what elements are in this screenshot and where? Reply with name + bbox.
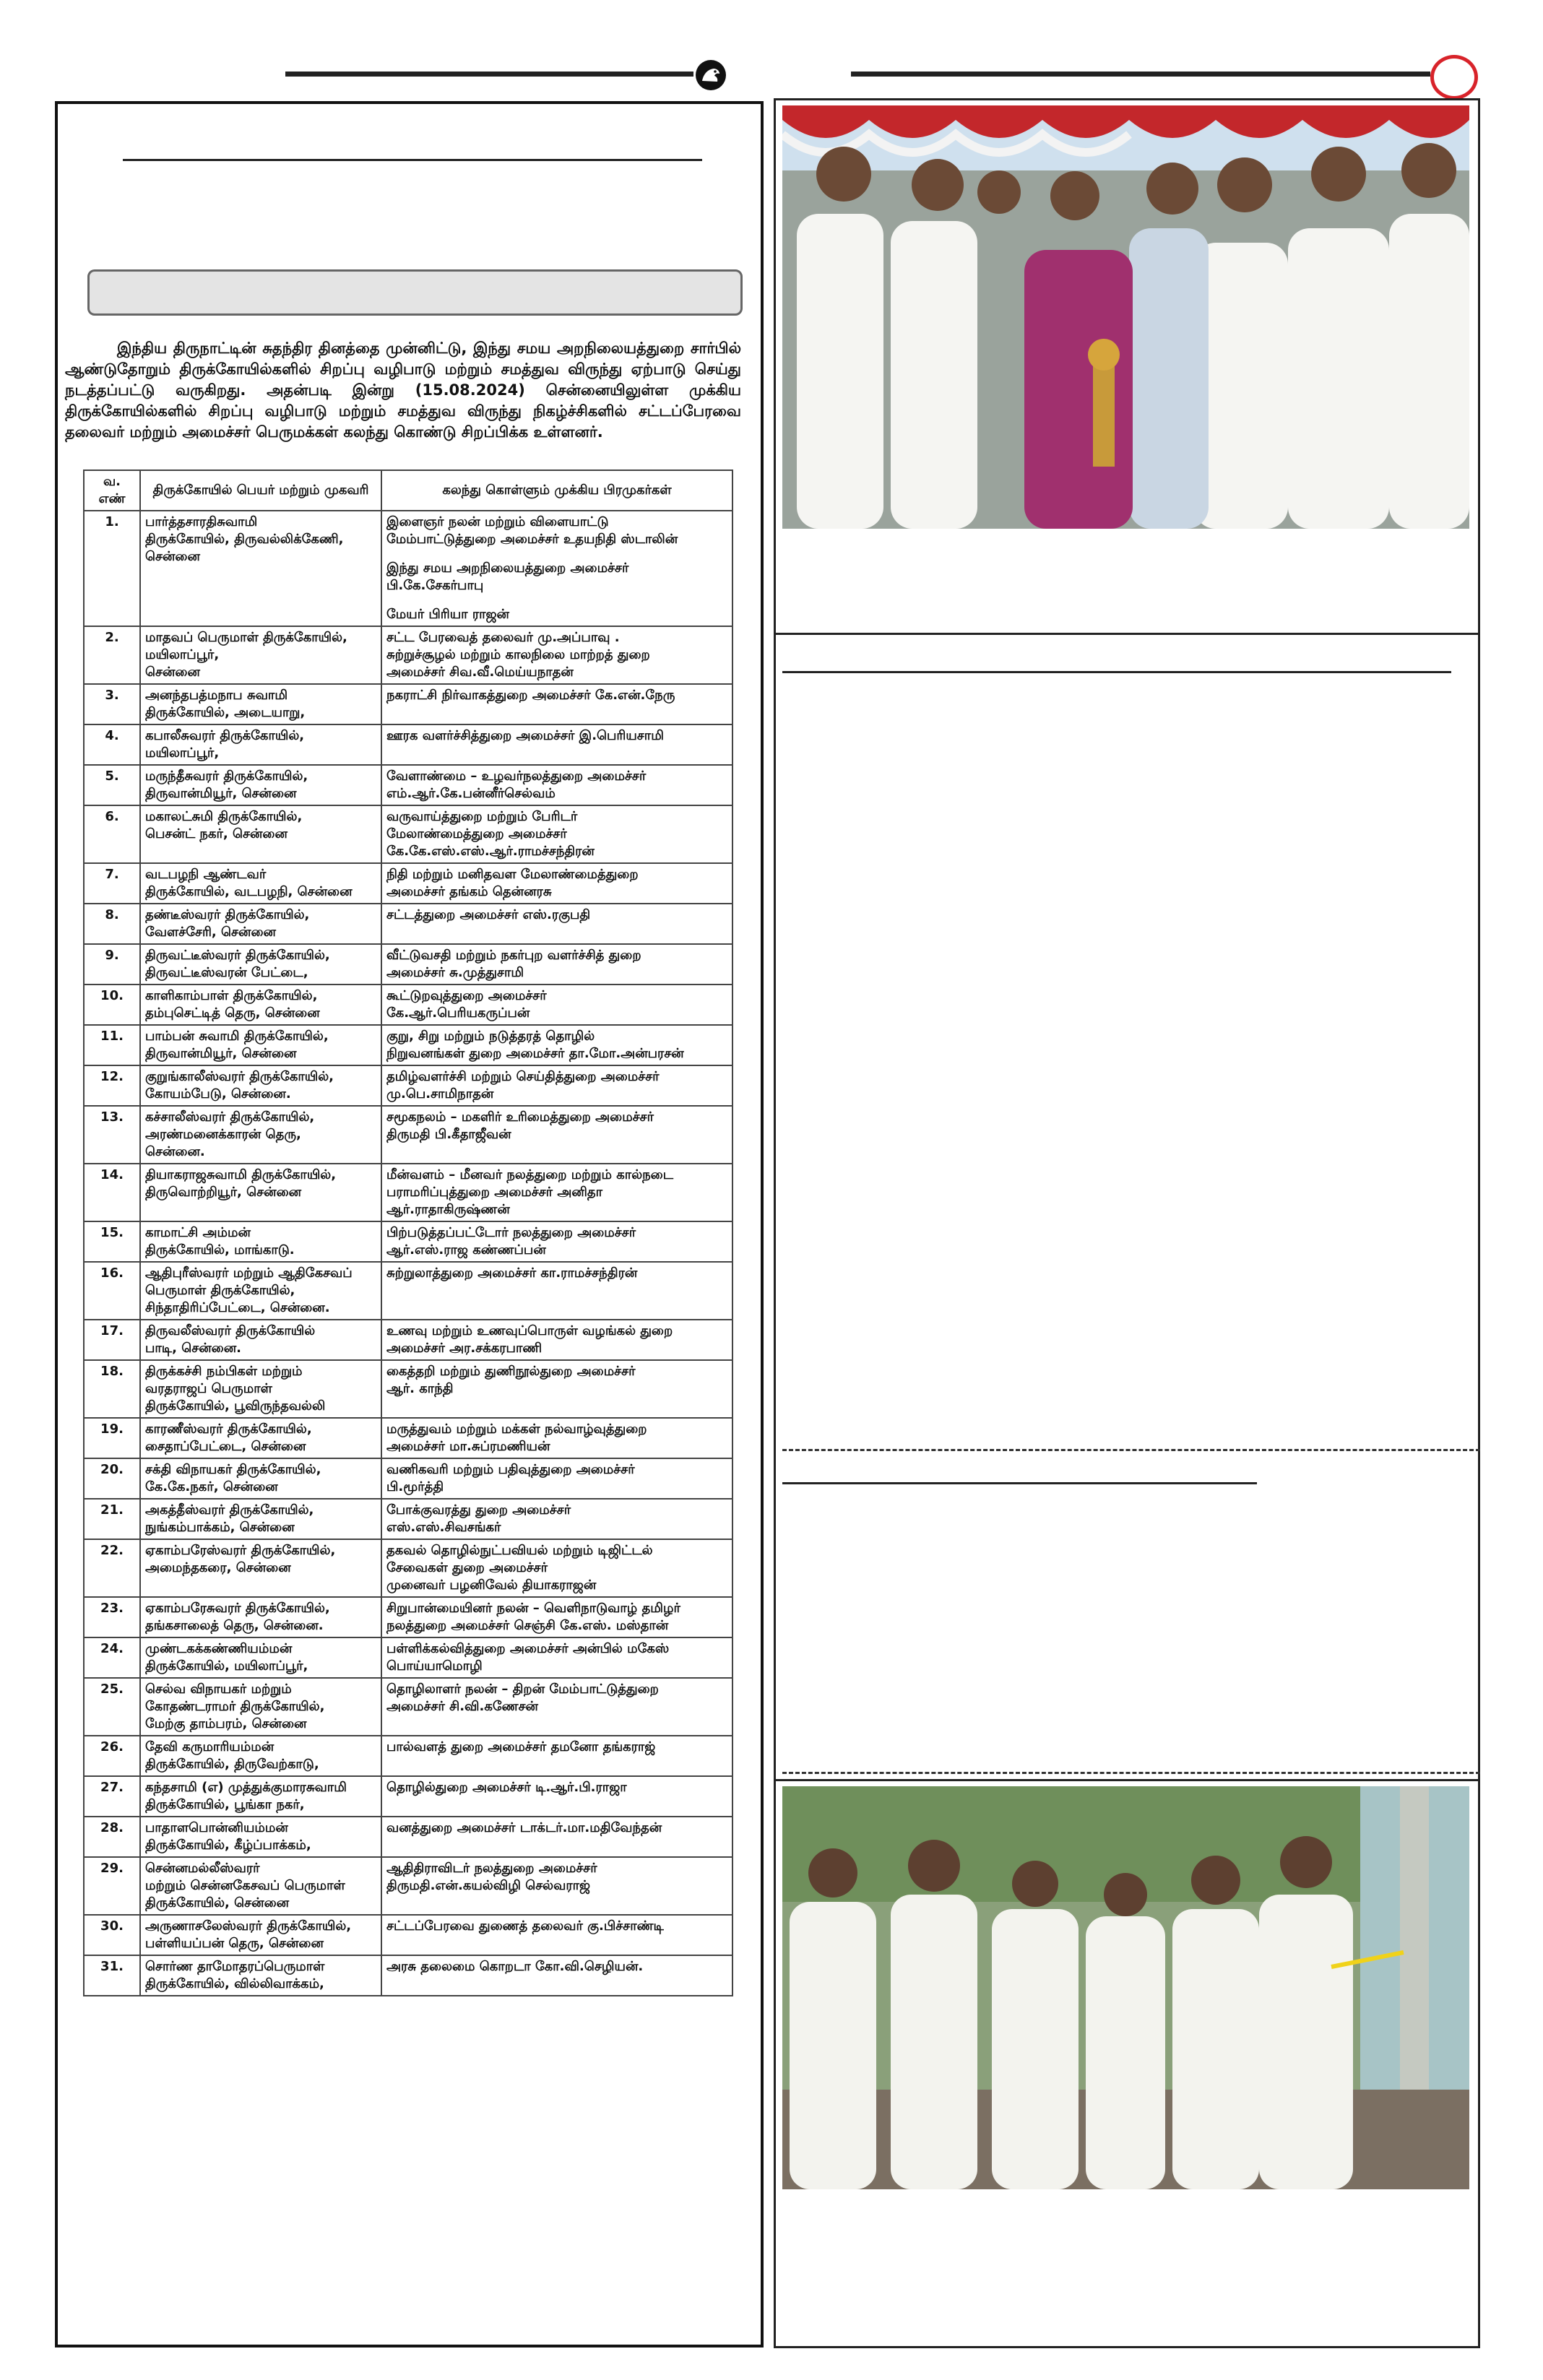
temple-cell bbox=[140, 1320, 381, 1360]
temple-line: மருந்தீசுவரர் திருக்கோயில், bbox=[145, 769, 308, 784]
temple-line: திருக்கோயில், பூவிருந்தவல்லி bbox=[145, 1398, 326, 1414]
dignitary-line: அமைச்சர் அர.சக்கரபாணி bbox=[386, 1341, 543, 1356]
dignitary-line: திருமதி பி.கீதாஜீவன் bbox=[386, 1127, 511, 1142]
table-row bbox=[84, 626, 732, 684]
temple-line: மேற்கு தாம்பரம், சென்னை bbox=[145, 1716, 307, 1731]
temple-cell bbox=[140, 1499, 381, 1539]
temple-cell bbox=[140, 1360, 381, 1418]
temple-line: காரணீஸ்வரர் திருக்கோயில், bbox=[145, 1421, 312, 1437]
table-row bbox=[84, 1678, 732, 1736]
row-number: 14. bbox=[84, 1164, 140, 1221]
dashed-separator-1 bbox=[782, 1449, 1480, 1451]
row-number: 27. bbox=[84, 1776, 140, 1817]
dignitaries-cell bbox=[381, 684, 732, 724]
temple-cell bbox=[140, 1458, 381, 1499]
row-number: 4. bbox=[84, 724, 140, 765]
table-row bbox=[84, 1221, 732, 1262]
temple-line: பெசன்ட் நகர், சென்னை bbox=[145, 826, 288, 841]
dignitary-line: உணவு மற்றும் உணவுப்பொருள் வழங்கல் துறை bbox=[386, 1323, 673, 1338]
temple-line: தியாகராஜசுவாமி திருக்கோயில், bbox=[145, 1167, 337, 1182]
temple-line: செல்வ விநாயகர் மற்றும் bbox=[145, 1682, 292, 1697]
table-row bbox=[84, 1164, 732, 1221]
dignitary-line: எஸ்.எஸ்.சிவசங்கர் bbox=[386, 1520, 501, 1535]
dignitary-line: வருவாய்த்துறை மற்றும் பேரிடர் bbox=[386, 809, 578, 824]
dignitaries-cell bbox=[381, 1817, 732, 1857]
dignitary-line: மு.பெ.சாமிநாதன் bbox=[386, 1086, 494, 1102]
temple-line: திருக்கோயில், திருவேற்காடு, bbox=[145, 1757, 319, 1772]
temple-line: வடபழநி ஆண்டவர் bbox=[145, 867, 267, 882]
dignitaries-cell bbox=[381, 1637, 732, 1678]
temple-cell bbox=[140, 1955, 381, 1996]
dignitary-line: போக்குவரத்து துறை அமைச்சர் bbox=[386, 1502, 571, 1518]
row-number: 12. bbox=[84, 1065, 140, 1106]
dignitary-line: பிற்படுத்தப்பட்டோர் நலத்துறை அமைச்சர் bbox=[386, 1225, 636, 1240]
dignitary-line: சுற்றுலாத்துறை அமைச்சர் கா.ராமச்சந்திரன் bbox=[386, 1265, 638, 1281]
temple-cell bbox=[140, 985, 381, 1025]
header-rule-right bbox=[851, 72, 1430, 77]
temple-line: பாதாளபொன்னியம்மன் bbox=[145, 1820, 288, 1835]
temple-line: குறுங்காலீஸ்வரர் திருக்கோயில், bbox=[145, 1069, 334, 1084]
dignitaries-cell bbox=[381, 1857, 732, 1915]
dignitaries-cell bbox=[381, 724, 732, 765]
row-number: 3. bbox=[84, 684, 140, 724]
row-number: 24. bbox=[84, 1637, 140, 1678]
dignitary-line: மேலாண்மைத்துறை அமைச்சர் bbox=[386, 826, 567, 841]
dignitary-line: பி.கே.சேகர்பாபு bbox=[386, 578, 484, 593]
table-row bbox=[84, 1817, 732, 1857]
row-number: 23. bbox=[84, 1597, 140, 1637]
dignitary-line: பால்வளத் துறை அமைச்சர் தமனோ தங்கராஜ் bbox=[386, 1739, 656, 1754]
temple-line: சக்தி விநாயகர் திருக்கோயில், bbox=[145, 1462, 321, 1477]
temple-line: திருக்கோயில், கீழ்ப்பாக்கம், bbox=[145, 1838, 311, 1853]
table-row bbox=[84, 1262, 732, 1320]
dignitary-line: இளைஞர் நலன் மற்றும் விளையாட்டு bbox=[386, 514, 609, 529]
temple-line: மற்றும் சென்னகேசவப் பெருமாள் bbox=[145, 1878, 345, 1893]
dignitary-line: பி.மூர்த்தி bbox=[386, 1479, 444, 1494]
table-row bbox=[84, 1065, 732, 1106]
dignitaries-cell bbox=[381, 1221, 732, 1262]
dignitary-line: சட்டப்பேரவை துணைத் தலைவர் கு.பிச்சாண்டி bbox=[386, 1918, 664, 1934]
table-row bbox=[84, 1360, 732, 1418]
dignitaries-cell bbox=[381, 1458, 732, 1499]
dignitary-line: நலத்துறை அமைச்சர் செஞ்சி கே.எஸ். மஸ்தான் bbox=[386, 1618, 669, 1633]
temple-line: தண்டீஸ்வரர் திருக்கோயில், bbox=[145, 907, 310, 922]
page-number-badge bbox=[1430, 55, 1478, 100]
temple-cell bbox=[140, 1817, 381, 1857]
dignitaries-cell bbox=[381, 1360, 732, 1418]
temple-cell bbox=[140, 1025, 381, 1065]
table-row bbox=[84, 1418, 732, 1458]
dignitary-line: சமூகநலம் – மகளிர் உரிமைத்துறை அமைச்சர் bbox=[386, 1109, 654, 1125]
temple-line: அனந்தபத்மநாப சுவாமி bbox=[145, 688, 288, 703]
dignitaries-cell bbox=[381, 1262, 732, 1320]
dignitary-line: தொழில்துறை அமைச்சர் டி.ஆர்.பி.ராஜா bbox=[386, 1780, 627, 1795]
dignitary-line: மேயர் பிரியா ராஜன் bbox=[386, 607, 510, 622]
dignitaries-cell bbox=[381, 626, 732, 684]
temple-line: திருக்கோயில், சென்னை bbox=[145, 1895, 290, 1911]
row-number: 7. bbox=[84, 863, 140, 904]
temple-cell bbox=[140, 1736, 381, 1776]
dignitaries-cell bbox=[381, 1320, 732, 1360]
dignitary-line: வேளாண்மை – உழவர்நலத்துறை அமைச்சர் bbox=[386, 769, 647, 784]
dignitary-line: அமைச்சர் தங்கம் தென்னரசு bbox=[386, 884, 552, 899]
row-number: 9. bbox=[84, 944, 140, 985]
row-number: 10. bbox=[84, 985, 140, 1025]
table-row bbox=[84, 1106, 732, 1164]
dignitary-line: எம்.ஆர்.கே.பன்னீர்செல்வம் bbox=[386, 786, 556, 801]
row-number: 8. bbox=[84, 904, 140, 944]
temple-line: திருக்கோயில், பூங்கா நகர், bbox=[145, 1797, 305, 1812]
dignitaries-cell bbox=[381, 1678, 732, 1736]
temple-line: நுங்கம்பாக்கம், சென்னை bbox=[145, 1520, 295, 1535]
table-row bbox=[84, 1539, 732, 1597]
row-number: 29. bbox=[84, 1857, 140, 1915]
dignitary-line: கே.ஆர்.பெரியகருப்பன் bbox=[386, 1005, 530, 1021]
temple-cell bbox=[140, 904, 381, 944]
temple-line: தங்கசாலைத் தெரு, சென்னை. bbox=[145, 1618, 324, 1633]
row-number: 28. bbox=[84, 1817, 140, 1857]
dignitary-line: ஊரக வளர்ச்சித்துறை அமைச்சர் இ.பெரியசாமி bbox=[386, 728, 664, 743]
row-number: 2. bbox=[84, 626, 140, 684]
temple-line: சைதாப்பேட்டை, சென்னை bbox=[145, 1439, 306, 1454]
dignitary-line: சட்டத்துறை அமைச்சர் எஸ்.ரகுபதி bbox=[386, 907, 591, 922]
temple-line: பாம்பன் சுவாமி திருக்கோயில், bbox=[145, 1029, 329, 1044]
table-row bbox=[84, 765, 732, 805]
temple-line: ஆதிபுரீஸ்வரர் மற்றும் ஆதிகேசவப் bbox=[145, 1265, 353, 1281]
table-row bbox=[84, 1597, 732, 1637]
temple-line: சென்னமல்லீஸ்வரர் bbox=[145, 1861, 260, 1876]
temple-line: கோதண்டராமர் திருக்கோயில், bbox=[145, 1699, 325, 1714]
row-number: 16. bbox=[84, 1262, 140, 1320]
dignitaries-cell bbox=[381, 1776, 732, 1817]
dignitaries-cell bbox=[381, 1539, 732, 1597]
temple-line: பெருமாள் திருக்கோயில், bbox=[145, 1283, 295, 1298]
right-column-frame bbox=[774, 635, 1480, 1779]
dignitary-line: அமைச்சர் சிவ.வீ.மெய்யநாதன் bbox=[386, 665, 574, 680]
temple-line: திருக்கச்சி நம்பிகள் மற்றும் bbox=[145, 1364, 303, 1379]
dignitary-line: ஆதிதிராவிடர் நலத்துறை அமைச்சர் bbox=[386, 1861, 597, 1876]
lamp-lighting-photo bbox=[782, 105, 1469, 529]
temple-line: முண்டகக்கண்ணியம்மன் bbox=[145, 1641, 293, 1656]
dignitaries-cell bbox=[381, 511, 732, 626]
temple-line: சென்னை bbox=[145, 665, 200, 680]
temple-cell bbox=[140, 1637, 381, 1678]
table-row bbox=[84, 1025, 732, 1065]
row-number: 5. bbox=[84, 765, 140, 805]
table-row bbox=[84, 1776, 732, 1817]
dignitaries-cell bbox=[381, 1164, 732, 1221]
dignitaries-cell bbox=[381, 1106, 732, 1164]
temple-line: அரண்மனைக்காரன் தெரு, bbox=[145, 1127, 301, 1142]
temple-cell bbox=[140, 1915, 381, 1955]
row-number: 22. bbox=[84, 1539, 140, 1597]
temple-line: கே.கே.நகர், சென்னை bbox=[145, 1479, 278, 1494]
dignitary-line: சிறுபான்மையினர் நலன் – வெளிநாடுவாழ் தமிழர் bbox=[386, 1601, 680, 1616]
temple-line: ஏகாம்பரேஸ்வரர் திருக்கோயில், bbox=[145, 1543, 336, 1558]
row-number: 13. bbox=[84, 1106, 140, 1164]
temple-line: பாடி, சென்னை. bbox=[145, 1341, 241, 1356]
dignitary-line: ஆர்.எஸ்.ராஜ கண்ணப்பன் bbox=[386, 1242, 546, 1258]
temple-line: கந்தசாமி (எ) முத்துக்குமாரசுவாமி bbox=[145, 1780, 347, 1795]
headline-rule bbox=[123, 159, 702, 161]
temple-cell bbox=[140, 1776, 381, 1817]
dignitary-line: பொய்யாமொழி bbox=[386, 1658, 483, 1674]
dignitaries-cell bbox=[381, 1597, 732, 1637]
row-number: 15. bbox=[84, 1221, 140, 1262]
dignitary-line: அரசு தலைமை கொறடா கோ.வி.செழியன். bbox=[386, 1959, 644, 1974]
table-row bbox=[84, 724, 732, 765]
temple-cell bbox=[140, 1539, 381, 1597]
row-number: 20. bbox=[84, 1458, 140, 1499]
temple-line: திருக்கோயில், திருவல்லிக்கேணி, bbox=[145, 532, 344, 547]
temple-line: திருவட்டீஸ்வரன் பேட்டை, bbox=[145, 965, 308, 980]
dignitary-line: நிதி மற்றும் மனிதவள மேலாண்மைத்துறை bbox=[386, 867, 639, 882]
dignitaries-cell bbox=[381, 904, 732, 944]
temple-line: திருவொற்றியூர், சென்னை bbox=[145, 1185, 302, 1200]
temple-cell bbox=[140, 863, 381, 904]
dignitaries-cell bbox=[381, 1499, 732, 1539]
dignitary-line: வனத்துறை அமைச்சர் டாக்டர்.மா.மதிவேந்தன் bbox=[386, 1820, 662, 1835]
temple-cell bbox=[140, 944, 381, 985]
dignitary-line: சேவைகள் துறை அமைச்சர் bbox=[386, 1560, 548, 1575]
temple-line: திருவட்டீஸ்வரர் திருக்கோயில், bbox=[145, 948, 330, 963]
dignitary-line: வீட்டுவசதி மற்றும் நகர்புற வளர்ச்சித் துறை bbox=[386, 948, 641, 963]
right-headline-rule bbox=[782, 671, 1451, 673]
temple-cell bbox=[140, 1106, 381, 1164]
table-row bbox=[84, 1736, 732, 1776]
dignitaries-cell bbox=[381, 1915, 732, 1955]
dignitary-line: தமிழ்வளர்ச்சி மற்றும் செய்தித்துறை அமைச்சர் bbox=[386, 1069, 660, 1084]
dignitary-line: தகவல் தொழில்நுட்பவியல் மற்றும் டிஜிட்டல் bbox=[386, 1543, 653, 1558]
temple-cell bbox=[140, 1857, 381, 1915]
temple-line: கபாலீசுவரர் திருக்கோயில், bbox=[145, 728, 305, 743]
newspaper-logo-icon bbox=[693, 58, 728, 92]
col-header-people: கலந்து கொள்ளும் முக்கிய பிரமுகர்கள் bbox=[381, 470, 732, 511]
temple-line: மாதவப் பெருமாள் திருக்கோயில், bbox=[145, 630, 347, 645]
temple-cell bbox=[140, 724, 381, 765]
temple-cell bbox=[140, 1678, 381, 1736]
temple-line: திருக்கோயில், வடபழநி, சென்னை bbox=[145, 884, 353, 899]
temple-line: ஏகாம்பரேசுவரர் திருக்கோயில், bbox=[145, 1601, 330, 1616]
temple-line: மகாலட்சுமி திருக்கோயில், bbox=[145, 809, 303, 824]
row-number: 11. bbox=[84, 1025, 140, 1065]
dignitary-line: வணிகவரி மற்றும் பதிவுத்துறை அமைச்சர் bbox=[386, 1462, 635, 1477]
dignitary-line: நகராட்சி நிர்வாகத்துறை அமைச்சர் கே.என்.நேரு bbox=[386, 688, 675, 703]
dignitary-line: சட்ட பேரவைத் தலைவர் மு.அப்பாவு . bbox=[386, 630, 620, 645]
dignitary-line: கூட்டுறவுத்துறை அமைச்சர் bbox=[386, 988, 547, 1003]
temple-line: சொர்ண தாமோதரப்பெருமாள் bbox=[145, 1959, 325, 1974]
dignitary-line: ஆர். காந்தி bbox=[386, 1381, 454, 1396]
dignitary-line: கைத்தறி மற்றும் துணிநூல்துறை அமைச்சர் bbox=[386, 1364, 636, 1379]
table-row bbox=[84, 684, 732, 724]
table-row bbox=[84, 863, 732, 904]
temple-cell bbox=[140, 1262, 381, 1320]
temple-cell bbox=[140, 1164, 381, 1221]
table-body bbox=[84, 511, 732, 1996]
row-number: 19. bbox=[84, 1418, 140, 1458]
temple-line: சிந்தாதிரிப்பேட்டை, சென்னை. bbox=[145, 1300, 330, 1315]
temple-line: பள்ளியப்பன் தெரு, சென்னை bbox=[145, 1936, 324, 1951]
dignitaries-cell bbox=[381, 1418, 732, 1458]
table-row bbox=[84, 1955, 732, 1996]
row-number: 30. bbox=[84, 1915, 140, 1955]
dignitary-line: மருத்துவம் மற்றும் மக்கள் நல்வாழ்வுத்துறை bbox=[386, 1421, 647, 1437]
dignitaries-cell bbox=[381, 1025, 732, 1065]
dignitary-line: முனைவர் பழனிவேல் தியாகராஜன் bbox=[386, 1578, 597, 1593]
dignitary-line: மீன்வளம் – மீனவர் நலத்துறை மற்றும் கால்நடை bbox=[386, 1167, 674, 1182]
table-row bbox=[84, 1458, 732, 1499]
ribbon-cutting-photo bbox=[782, 1786, 1469, 2189]
intro-paragraph: இந்திய திருநாட்டின் சுதந்திர தினத்தை முன்னிட்டு, இந்து சமய அறநிலையத்துறை சார்பில் ஆண்டுதோறும் திருக்கோயில்களில் சிறப்பு வழிபாடு மற்றும் சமத்துவ விருந்து ஏற்பாடு செய்து நடத்தப்பட்டு வருகிறது. அதன்படி இன்று (15.08.2024) சென்னையிலுள்ள முக்கிய திருக்கோயில்களில் சிறப்பு வழிபாடு மற்றும் சமத்துவ விருந்து நிகழ்ச்சிகளில் சட்டப்பேரவை தலைவர் மற்றும் அமைச்சர் பெருமக்கள் கலந்து கொண்டு சிறப்பிக்க உள்ளனர். bbox=[65, 339, 741, 441]
dignitary-line: அமைச்சர் சி.வி.கணேசன் bbox=[386, 1699, 538, 1714]
dignitary-line: குறு, சிறு மற்றும் நடுத்தரத் தொழில் bbox=[386, 1029, 595, 1044]
temple-line: கோயம்பேடு, சென்னை. bbox=[145, 1086, 291, 1102]
temple-line: திருக்கோயில், மயிலாப்பூர், bbox=[145, 1658, 308, 1674]
row-number: 26. bbox=[84, 1736, 140, 1776]
temple-line: திருவான்மியூர், சென்னை bbox=[145, 1046, 297, 1061]
dignitaries-cell bbox=[381, 985, 732, 1025]
temple-line: திருக்கோயில், அடையாறு, bbox=[145, 705, 306, 720]
temple-line: தேவி கருமாரியம்மன் bbox=[145, 1739, 275, 1754]
temple-cell bbox=[140, 684, 381, 724]
table-row bbox=[84, 805, 732, 863]
temple-cell bbox=[140, 805, 381, 863]
temple-cell bbox=[140, 1597, 381, 1637]
dignitary-line: ஆர்.ராதாகிருஷ்ணன் bbox=[386, 1202, 510, 1217]
temple-line: அகத்தீஸ்வரர் திருக்கோயில், bbox=[145, 1502, 314, 1518]
dignitaries-cell bbox=[381, 1955, 732, 1996]
dignitary-line: பராமரிப்புத்துறை அமைச்சர் அனிதா bbox=[386, 1185, 603, 1200]
temple-line: சென்னை. bbox=[145, 1144, 205, 1159]
temple-cell bbox=[140, 1065, 381, 1106]
temple-line: திருவலீஸ்வரர் திருக்கோயில் bbox=[145, 1323, 316, 1338]
row-number: 1. bbox=[84, 511, 140, 626]
dignitary-line: அமைச்சர் சு.முத்துசாமி bbox=[386, 965, 524, 980]
temple-line: மயிலாப்பூர், bbox=[145, 647, 220, 662]
row-number: 17. bbox=[84, 1320, 140, 1360]
dignitary-line: அமைச்சர் மா.சுப்ரமணியன் bbox=[386, 1439, 550, 1454]
dignitary-line: திருமதி.என்.கயல்விழி செல்வராஜ் bbox=[386, 1878, 591, 1893]
subheading-box bbox=[87, 269, 743, 316]
table-row bbox=[84, 1499, 732, 1539]
temple-cell bbox=[140, 765, 381, 805]
temple-line: காளிகாம்பாள் திருக்கோயில், bbox=[145, 988, 318, 1003]
temple-line: திருவான்மியூர், சென்னை bbox=[145, 786, 297, 801]
temple-line: தம்புசெட்டித் தெரு, சென்னை bbox=[145, 1005, 320, 1021]
row-number: 31. bbox=[84, 1955, 140, 1996]
dignitaries-cell bbox=[381, 765, 732, 805]
dignitaries-cell bbox=[381, 805, 732, 863]
row-number: 25. bbox=[84, 1678, 140, 1736]
temple-line: வேளச்சேரி, சென்னை bbox=[145, 925, 276, 940]
table-row bbox=[84, 904, 732, 944]
dignitary-line: தொழிலாளர் நலன் – திறன் மேம்பாட்டுத்துறை bbox=[386, 1682, 659, 1697]
dignitaries-cell bbox=[381, 944, 732, 985]
row-number: 21. bbox=[84, 1499, 140, 1539]
temple-cell bbox=[140, 1221, 381, 1262]
table-header-row bbox=[84, 470, 732, 511]
temple-line: திருக்கோயில், வில்லிவாக்கம், bbox=[145, 1976, 324, 1991]
row-number: 6. bbox=[84, 805, 140, 863]
table-row bbox=[84, 511, 732, 626]
temple-cell bbox=[140, 1418, 381, 1458]
article-intro bbox=[65, 338, 741, 443]
temple-cell bbox=[140, 511, 381, 626]
col-header-temple: திருக்கோயில் பெயர் மற்றும் முகவரி bbox=[140, 470, 381, 511]
dignitaries-cell bbox=[381, 863, 732, 904]
dignitaries-cell bbox=[381, 1736, 732, 1776]
table-row bbox=[84, 944, 732, 985]
dignitary-line: கே.கே.எஸ்.எஸ்.ஆர்.ராமச்சந்திரன் bbox=[386, 844, 595, 859]
temple-line: அமைந்தகரை, சென்னை bbox=[145, 1560, 291, 1575]
dignitary-line: மேம்பாட்டுத்துறை அமைச்சர் உதயநிதி ஸ்டாலின் bbox=[386, 532, 678, 547]
temple-line: காமாட்சி அம்மன் bbox=[145, 1225, 251, 1240]
table-row bbox=[84, 1915, 732, 1955]
dignitary-line: சுற்றுச்சூழல் மற்றும் காலநிலை மாற்றத் துறை bbox=[386, 647, 650, 662]
temple-cell bbox=[140, 626, 381, 684]
header-rule-left bbox=[285, 72, 693, 77]
table-row bbox=[84, 985, 732, 1025]
temple-ministers-table bbox=[83, 469, 733, 1996]
table-row bbox=[84, 1637, 732, 1678]
dignitary-line: இந்து சமய அறநிலையத்துறை அமைச்சர் bbox=[386, 561, 629, 576]
temple-line: வரதராஜப் பெருமாள் bbox=[145, 1381, 272, 1396]
right-subheadline-rule bbox=[782, 1482, 1257, 1484]
temple-line: மயிலாப்பூர், bbox=[145, 745, 220, 761]
temple-line: பார்த்தசாரதிசுவாமி bbox=[145, 514, 258, 529]
temple-line: சென்னை bbox=[145, 549, 200, 564]
dashed-separator-2 bbox=[782, 1772, 1480, 1774]
col-header-no: வ. எண் bbox=[84, 470, 140, 511]
table-row bbox=[84, 1857, 732, 1915]
temple-line: கச்சாலீஸ்வரர் திருக்கோயில், bbox=[145, 1109, 315, 1125]
row-number: 18. bbox=[84, 1360, 140, 1418]
temple-line: திருக்கோயில், மாங்காடு. bbox=[145, 1242, 295, 1258]
temple-line: அருணாசலேஸ்வரர் திருக்கோயில், bbox=[145, 1918, 352, 1934]
table-row bbox=[84, 1320, 732, 1360]
dignitaries-cell bbox=[381, 1065, 732, 1106]
dignitary-line: பள்ளிக்கல்வித்துறை அமைச்சர் அன்பில் மகேஸ் bbox=[386, 1641, 670, 1656]
dignitary-line: நிறுவனங்கள் துறை அமைச்சர் தா.மோ.அன்பரசன் bbox=[386, 1046, 684, 1061]
